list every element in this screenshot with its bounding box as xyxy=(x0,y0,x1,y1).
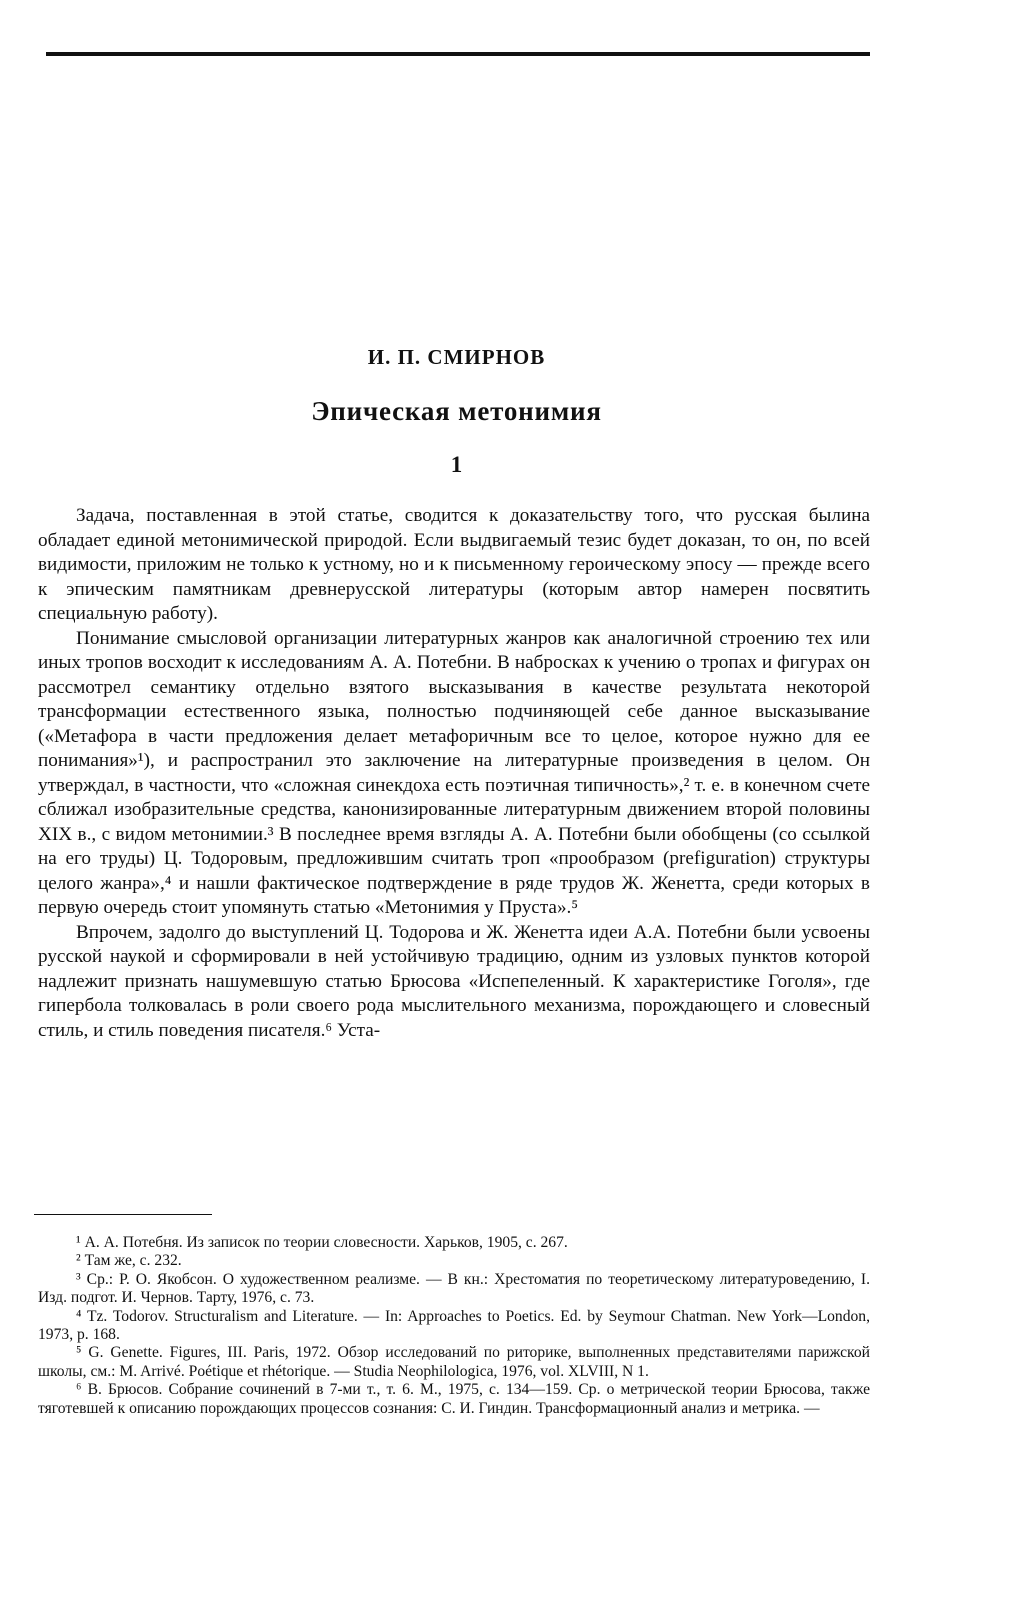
article-title: Эпическая метонимия xyxy=(311,396,602,426)
author-name: И. П. СМИРНОВ xyxy=(367,345,546,369)
section-number: 1 xyxy=(450,452,463,477)
paragraph: Понимание смысловой организации литературных жанров как аналогичной строению тех или иных тропов восходит к исследованиям А. А. Потебни. В набросках к учению о тропах и фигурах он рассмотрел семантику отдельно взятого высказывания в качестве результата некоторой трансформации естественного языка, полностью подчиняющей себе данное высказывание («Метафора в части предложения делает метафоричным все то целое, которое нужно для ее понимания»¹), и распространил это заключение на литературные произведения в целом. Он утверждал, в частности, что «сложная синекдоха есть поэтичная типичность»,² т. е. в конечном счете сближал изобразительные средства, канонизированные литературным движением второй половины XIX в., с видом метонимии.³ В последнее время взгляды А. А. Потебни были обобщены (со ссылкой на его труды) Ц. Тодоровым, предложившим считать троп «прообразом (prefiguration) структуры целого жанра»,⁴ и нашли фактическое подтверждение в ряде трудов Ж. Женетта, среди которых в первую очередь стоит упомянуть статью «Метонимия у Пруста».⁵ xyxy=(38,627,870,918)
footnote: ³ Ср.: Р. О. Якобсон. О художественном реализме. — В кн.: Хрестоматия по теоретическому литературоведению, I. Изд. подгот. И. Чернов. Тарту, 1976, с. 73. xyxy=(38,1270,870,1307)
footnote: ⁵ G. Genette. Figures, III. Paris, 1972. Обзор исследований по риторике, выполненных представителями парижской школы, см.: M. Arrivé. Poétique et rhétorique. — Studia Neophilologica, 1976, vol. XLVIII, N 1. xyxy=(38,1344,870,1380)
paragraph: Впрочем, задолго до выступлений Ц. Тодорова и Ж. Женетта идеи А.А. Потебни были усвоены русской наукой и сформировали в ней устойчивую традицию, одним из узловых пунктов которой надлежит признать нашумевшую статью Брюсова «Испепеленный. К характеристике Гоголя», где гипербола толковалась в роли своего рода мыслительного механизма, порождающего и словесный стиль, и стиль поведения писателя.⁶ Уста- xyxy=(38,921,870,1041)
paragraph: Задача, поставленная в этой статье, сводится к доказательству того, что русская былина обладает единой метонимической природой. Если выдвигаемый тезис будет доказан, то он, по всей видимости, приложим не только к устному, но и к письменному героическому эпосу — прежде всего к эпическим памятникам древнерусской литературы (которым автор намерен посвятить специальную работу). xyxy=(38,505,870,624)
footnote: ⁴ Tz. Todorov. Structuralism and Literature. — In: Approaches to Poetics. Ed. by Seymour Chatman. New York—London, 1973, p. 168. xyxy=(38,1307,870,1344)
footnotes xyxy=(38,1234,870,1418)
footnote: ⁶ В. Брюсов. Собрание сочинений в 7-ми т., т. 6. М., 1975, с. 134—159. Ср. о метрической теории Брюсова, также тяготевшей к описанию порождающих процессов сознания: С. И. Гиндин. Трансформационный анализ и метрика. — xyxy=(38,1381,870,1417)
footnote: ² Там же, с. 232. xyxy=(76,1252,182,1270)
footnote-separator xyxy=(34,1214,212,1215)
top-rule xyxy=(46,52,870,56)
footnote: ¹ А. А. Потебня. Из записок по теории словесности. Харьков, 1905, с. 267. xyxy=(76,1234,568,1251)
main-text xyxy=(38,504,870,1043)
